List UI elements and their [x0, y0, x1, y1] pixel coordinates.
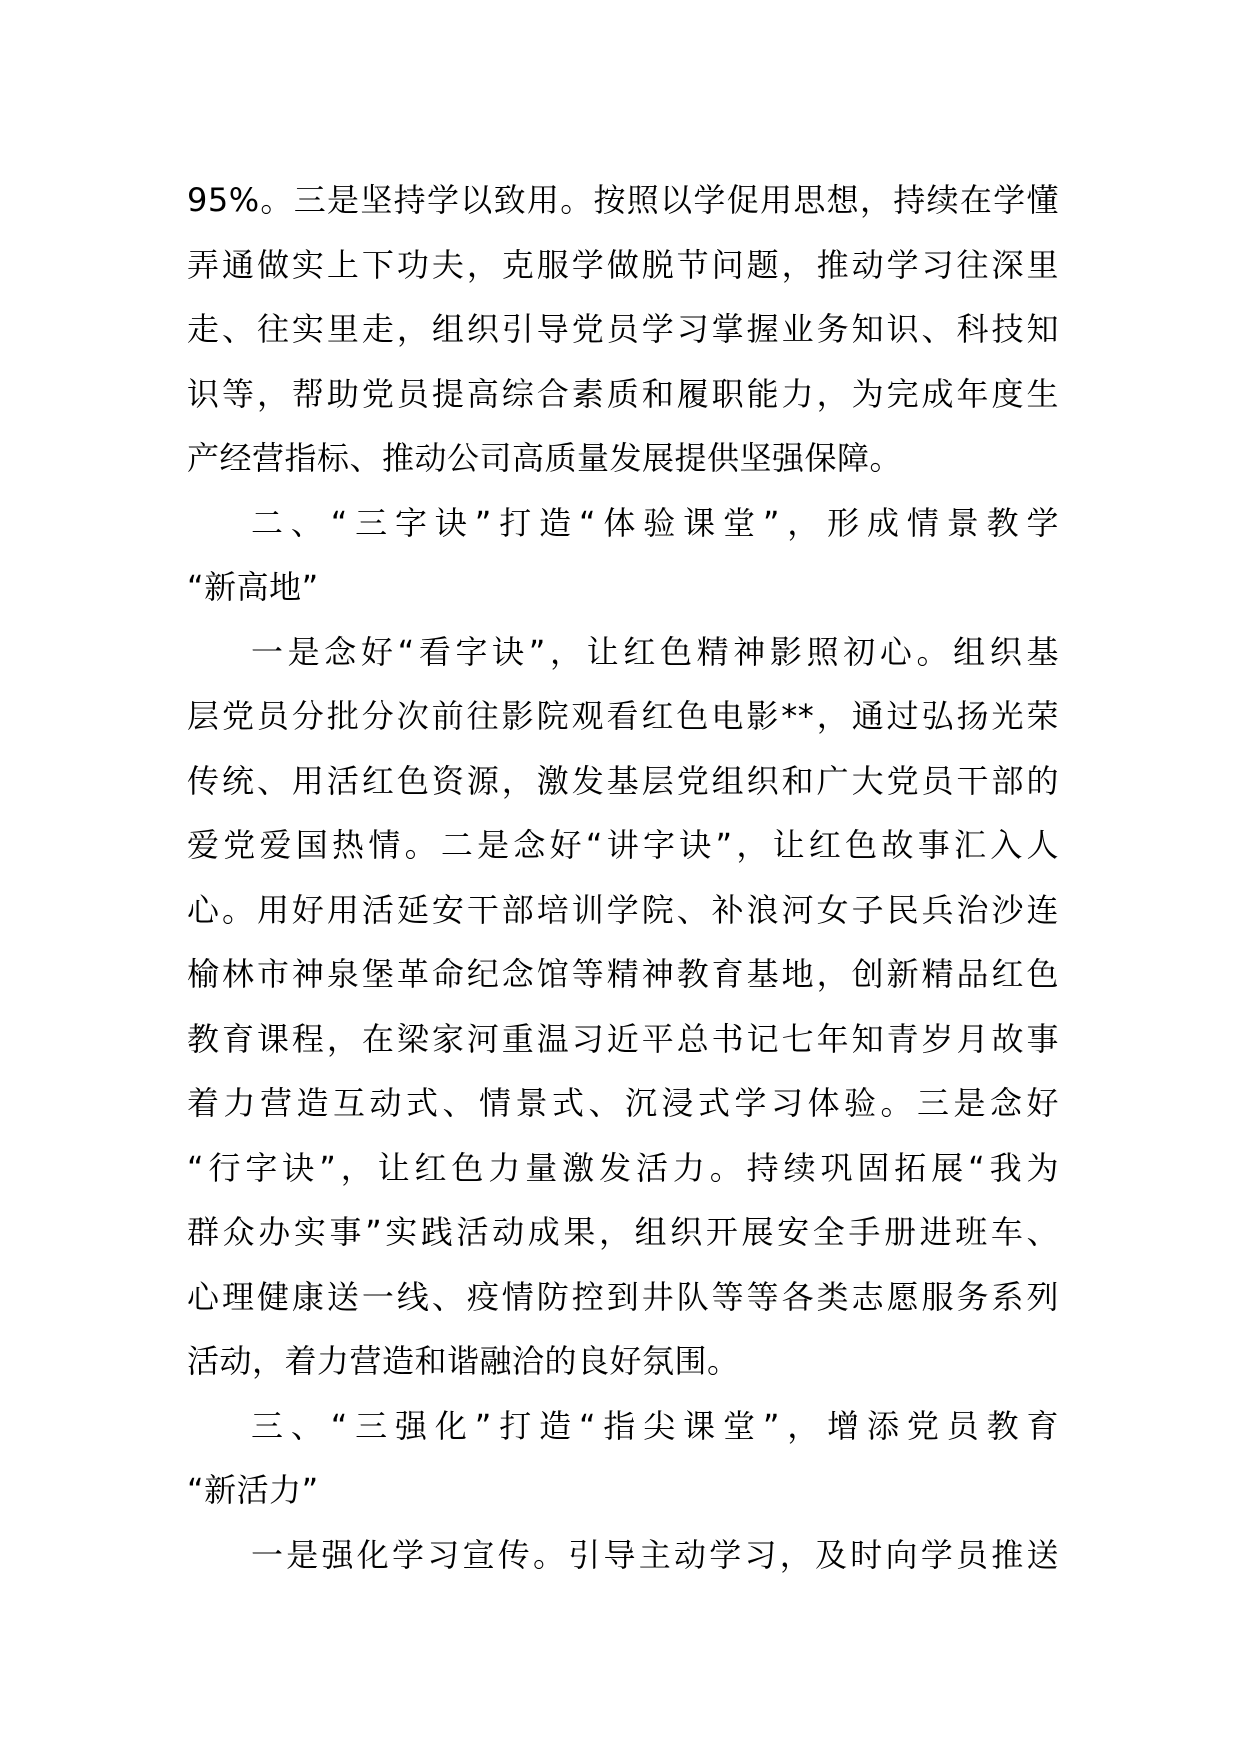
body-text-line: 一是强化学习宣传。引导主动学习，及时向学员推送	[251, 1535, 1059, 1574]
body-text-line: 传统、用活红色资源，激发基层党组织和广大党员干部的	[187, 761, 1059, 800]
section-heading-line: 二、“三字诀”打造“体验课堂”，形成情景教学	[251, 503, 1059, 542]
body-text-line: 95%。三是坚持学以致用。按照以学促用思想，持续在学懂	[187, 181, 1059, 219]
body-text-line: 教育课程，在梁家河重温习近平总书记七年知青岁月故事	[187, 1019, 1059, 1058]
body-text-line: 榆林市神泉堡革命纪念馆等精神教育基地，创新精品红色	[187, 955, 1059, 993]
body-text-line: 心理健康送一线、疫情防控到井队等等各类志愿服务系列	[187, 1277, 1059, 1316]
body-text-line: 一是念好“看字诀”，让红色精神影照初心。组织基	[251, 632, 1059, 671]
body-text-line: 产经营指标、推动公司高质量发展提供坚强保障。	[187, 439, 903, 477]
body-text-line: 爱党爱国热情。二是念好“讲字诀”，让红色故事汇入人	[187, 826, 1059, 864]
body-text-line: 着力营造互动式、情景式、沉浸式学习体验。三是念好	[187, 1084, 1059, 1122]
section-heading-line: “新高地”	[187, 568, 319, 606]
body-text-line: 活动，着力营造和谐融洽的良好氛围。	[187, 1342, 740, 1380]
body-text-line: “行字诀”，让红色力量激发活力。持续巩固拓展“我为	[187, 1148, 1059, 1187]
body-text-line: 弄通做实上下功夫，克服学做脱节问题，推动学习往深里	[187, 245, 1059, 284]
body-text-line: 群众办实事”实践活动成果，组织开展安全手册进班车、	[187, 1213, 1059, 1251]
body-text-line: 心。用好用活延安干部培训学院、补浪河女子民兵治沙连	[187, 890, 1059, 929]
body-text-line: 走、往实里走，组织引导党员学习掌握业务知识、科技知	[187, 310, 1059, 348]
section-heading-line: 三、“三强化”打造“指尖课堂”，增添党员教育	[251, 1406, 1059, 1445]
document-page	[187, 168, 1059, 1587]
body-text-line: 层党员分批分次前往影院观看红色电影**，通过弘扬光荣	[187, 697, 1059, 735]
section-heading-line: “新活力”	[187, 1471, 319, 1509]
body-text-line: 识等，帮助党员提高综合素质和履职能力，为完成年度生	[187, 374, 1059, 413]
